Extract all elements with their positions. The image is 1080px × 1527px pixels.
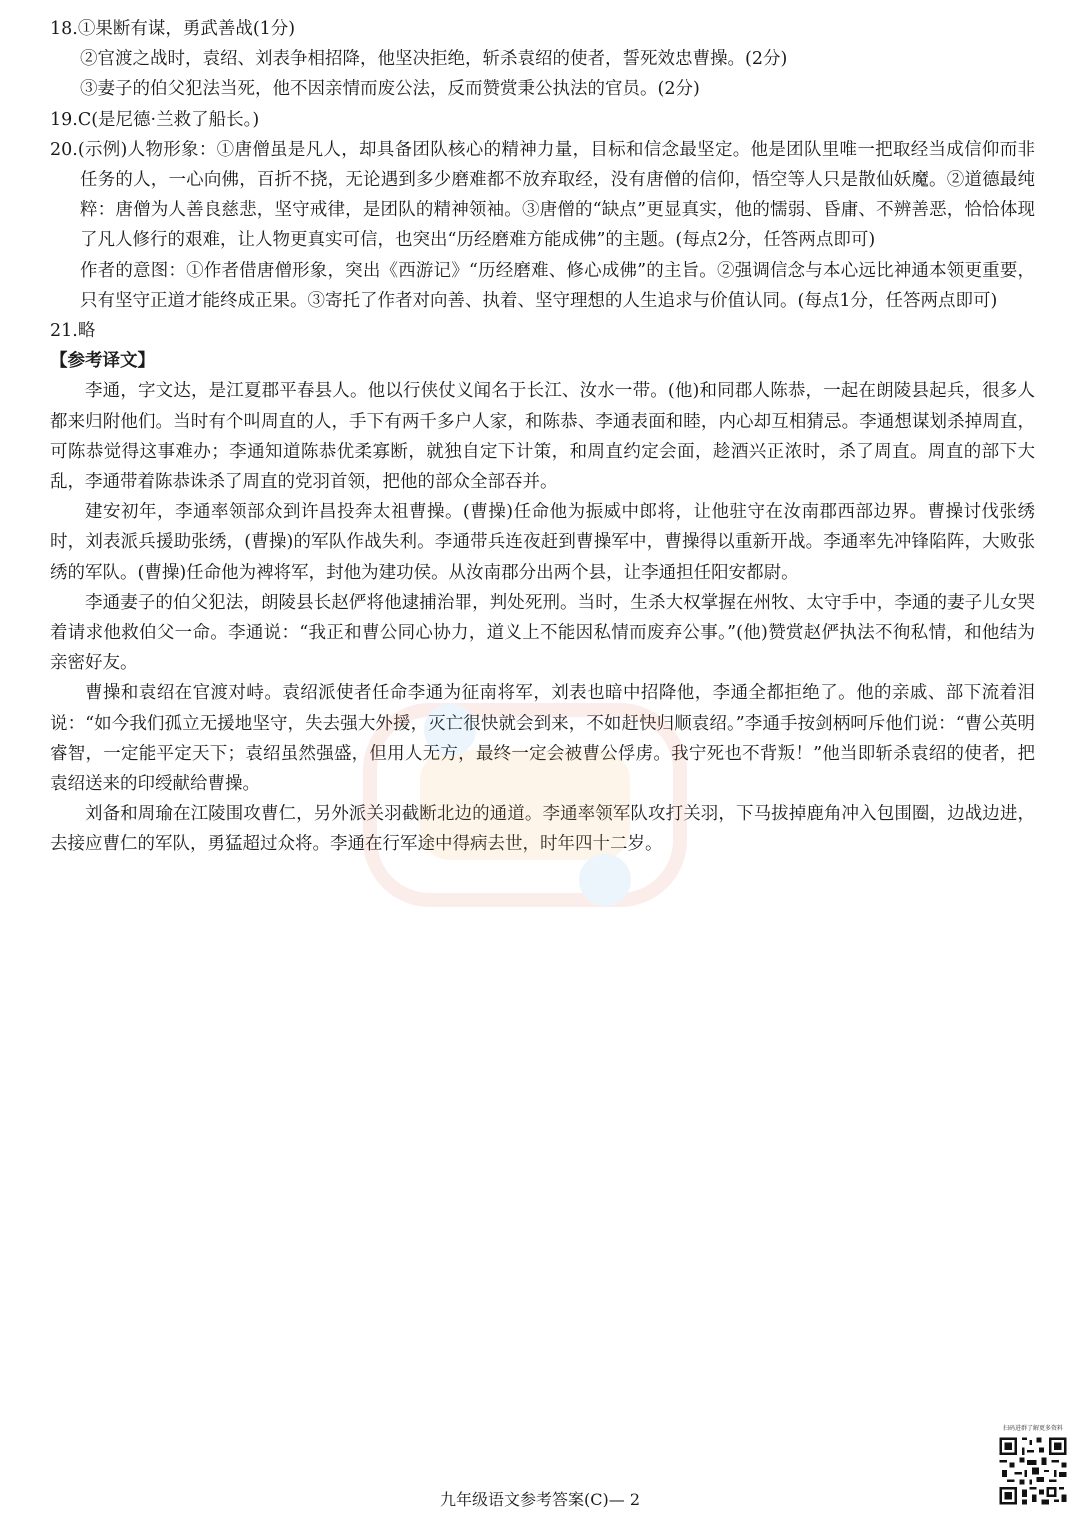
q20-author-intent-answer: 作者的意图：①作者借唐僧形象，突出《西游记》“历经磨难、修心成佛”的主旨。②强调信念与本心远比神通本领更重要，只有坚守正道才能终成正果。③寄托了作者对向善、执着、坚守理想的人生追求与价值认同。(每点1分，任答两点即可) xyxy=(80,260,1035,311)
page-footer: 九年级语文参考答案(C)— 2 xyxy=(440,1490,640,1509)
q21-line: 21.略 xyxy=(50,321,96,342)
translation-paragraph-3: 李通妻子的伯父犯法，朗陵县长赵俨将他逮捕治罪，判处死刑。当时，生杀大权掌握在州牧、太守手中，李通的妻子儿女哭着请求他救伯父一命。李通说：“我正和曹公同心协力，道义上不能因私情而废弃公事。”(他)赞赏赵俨执法不徇私情，和他结为亲密好友。 xyxy=(50,592,1035,674)
q20-character-answer: 20.(示例)人物形象：①唐僧虽是凡人，却具备团队核心的精神力量，目标和信念最坚定。他是团队里唯一把取经当成信仰而非任务的人，一心向佛，百折不挠，无论遇到多少磨难都不放弃取经，没有唐僧的信仰，悟空等人只是散仙妖魔。②道德最纯粹：唐僧为人善良慈悲，坚守戒律，是团队的精神领袖。③唐僧的“缺点”更显真实，他的懦弱、昏庸、不辨善恶，恰恰体现了凡人修行的艰难，让人物更真实可信，也突出“历经磨难方能成佛”的主题。(每点2分，任答两点即可) xyxy=(50,139,1035,251)
qr-block xyxy=(995,1425,1071,1507)
answer-content xyxy=(50,14,1035,860)
qr-caption: 扫码进群了解更多资料 xyxy=(1002,1425,1063,1432)
qr-code-icon[interactable] xyxy=(997,1435,1069,1507)
q19-line: 19.C(是尼德·兰救了船长。) xyxy=(50,109,260,130)
translation-heading: 【参考译文】 xyxy=(50,351,155,372)
translation-paragraph-5: 刘备和周瑜在江陵围攻曹仁，另外派关羽截断北边的通道。李通率领军队攻打关羽，下马拔掉鹿角冲入包围圈，边战边进，去接应曹仁的军队，勇猛超过众将。李通在行军途中得病去世，时年四十二岁。 xyxy=(50,804,1035,855)
q18-line-3: ③妻子的伯父犯法当死，他不因亲情而废公法，反而赞赏秉公执法的官员。(2分) xyxy=(80,79,700,100)
translation-paragraph-4: 曹操和袁绍在官渡对峙。袁绍派使者任命李通为征南将军，刘表也暗中招降他，李通全都拒绝了。他的亲戚、部下流着泪说：“如今我们孤立无援地坚守，失去强大外援，灭亡很快就会到来，不如赶快归顺袁绍。”李通手按剑柄呵斥他们说：“曹公英明睿智，一定能平定天下；袁绍虽然强盛，但用人无方，最终一定会被曹公俘虏。我宁死也不背叛！”他当即斩杀袁绍的使者，把袁绍送来的印绶献给曹操。 xyxy=(50,683,1035,795)
translation-paragraph-1: 李通，字文达，是江夏郡平春县人。他以行侠仗义闻名于长江、汝水一带。(他)和同郡人陈恭，一起在朗陵县起兵，很多人都来归附他们。当时有个叫周直的人，手下有两千多户人家，和陈恭、李通表面和睦，内心却互相猜忌。李通想谋划杀掉周直，可陈恭觉得这事难办；李通知道陈恭优柔寡断，就独自定下计策，和周直约定会面，趁酒兴正浓时，杀了周直。周直的部下大乱，李通带着陈恭诛杀了周直的党羽首领，把他的部众全部吞并。 xyxy=(50,381,1035,493)
translation-paragraph-2: 建安初年，李通率领部众到许昌投奔太祖曹操。(曹操)任命他为振威中郎将，让他驻守在汝南郡西部边界。曹操讨伐张绣时，刘表派兵援助张绣，(曹操)的军队作战失利。李通带兵连夜赶到曹操军中，曹操得以重新开战。李通率先冲锋陷阵，大败张绣的军队。(曹操)任命他为裨将军，封他为建功侯。从汝南郡分出两个县，让李通担任阳安都尉。 xyxy=(50,502,1035,583)
q18-line-2: ②官渡之战时，袁绍、刘表争相招降，他坚决拒绝，斩杀袁绍的使者，誓死效忠曹操。(2分) xyxy=(80,49,788,70)
q18-line-1: 18.①果断有谋，勇武善战(1分) xyxy=(50,19,296,39)
